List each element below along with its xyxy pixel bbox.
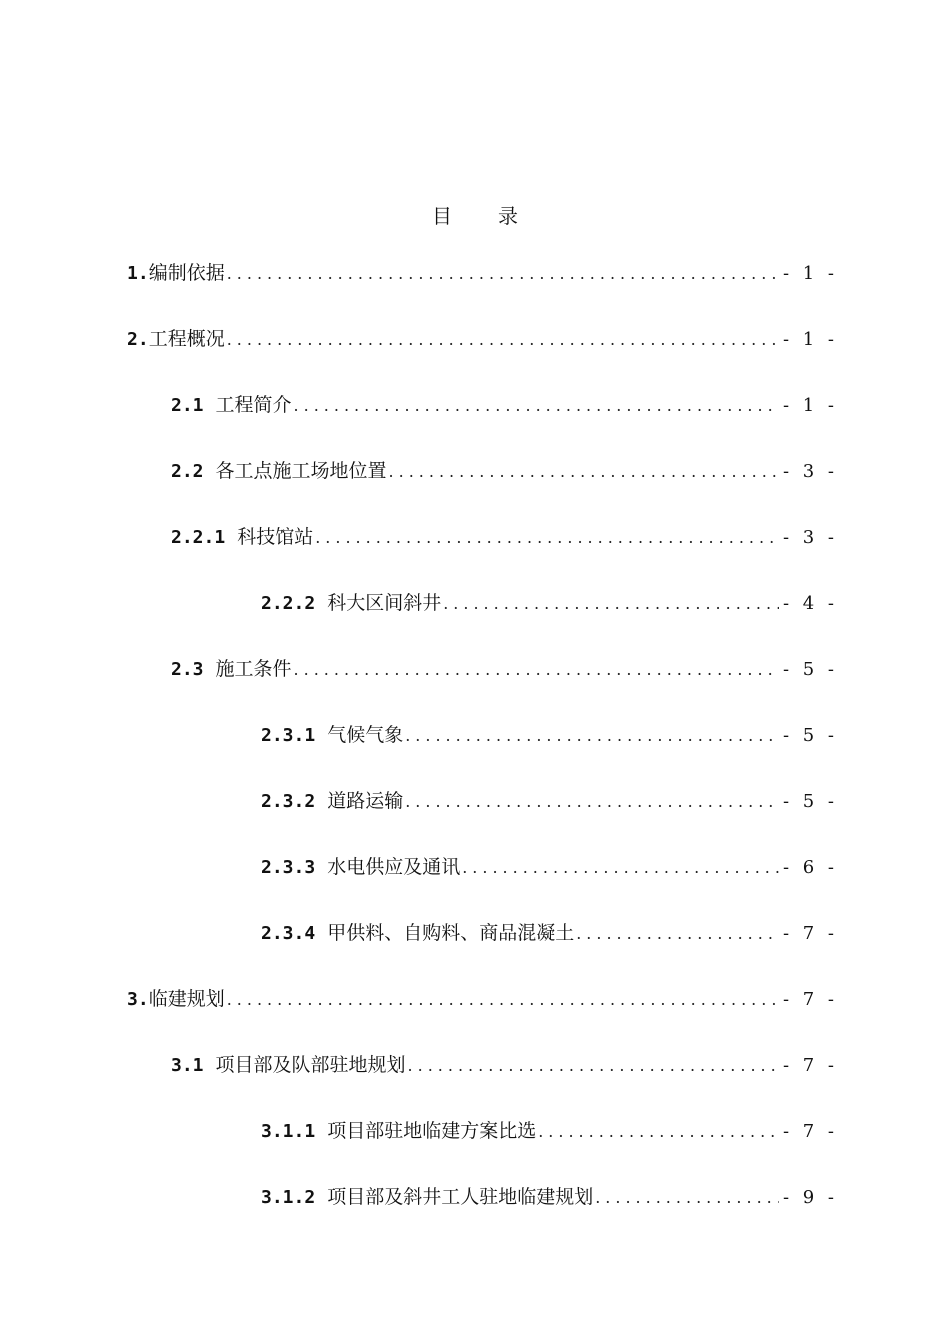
toc-entry-page: - 3 -: [782, 461, 838, 482]
toc-entry-label: 水电供应及通讯: [327, 856, 461, 878]
toc-entry-label: 编制依据: [148, 262, 225, 284]
toc-leader-dots: [315, 523, 779, 553]
toc-leader-dots: [538, 1117, 779, 1147]
toc-leader-dots: [294, 391, 779, 421]
toc-entry[interactable]: [261, 1116, 838, 1146]
toc-entry-page: - 1 -: [782, 329, 838, 350]
toc-leader-dots: [227, 259, 779, 289]
toc-leader-dots: [227, 985, 779, 1015]
toc-title-char-2: 录: [498, 204, 518, 228]
toc-entry[interactable]: [261, 852, 838, 882]
toc-title-char-1: 目: [432, 204, 452, 228]
toc-entry-page: - 3 -: [782, 527, 838, 548]
toc-entry-label: 科大区间斜井: [327, 592, 442, 614]
toc-leader-dots: [595, 1183, 779, 1213]
toc-entry-label: 气候气象: [327, 724, 404, 746]
toc-entry-number: 1.: [127, 263, 149, 284]
toc-leader-dots: [227, 325, 779, 355]
toc-entry[interactable]: [171, 1050, 838, 1080]
toc-leader-dots: [462, 853, 779, 883]
toc-entry-page: - 9 -: [782, 1187, 838, 1208]
toc-entry[interactable]: [171, 456, 838, 486]
toc-entry-number: 2.3.1: [261, 725, 316, 746]
toc-entry-number: 2.2: [171, 461, 204, 482]
toc-entry[interactable]: [261, 786, 838, 816]
toc-entry-number: 2.3.2: [261, 791, 316, 812]
toc-entry-page: - 4 -: [782, 593, 838, 614]
toc-leader-dots: [443, 589, 779, 619]
toc-entry[interactable]: [261, 588, 838, 618]
toc-entry-page: - 7 -: [782, 923, 838, 944]
toc-entry[interactable]: [261, 720, 838, 750]
toc-entry-label: 科技馆站: [237, 526, 314, 548]
toc-entry-label: 工程概况: [148, 328, 225, 350]
toc-entry-number: 2.1: [171, 395, 204, 416]
toc-entry-page: - 7 -: [782, 1055, 838, 1076]
toc-entry[interactable]: [127, 258, 838, 288]
toc-entry[interactable]: [171, 654, 838, 684]
toc-entry[interactable]: [261, 918, 838, 948]
toc-entry-page: - 1 -: [782, 395, 838, 416]
toc-entry-number: 2.3: [171, 659, 204, 680]
toc-entry-page: - 5 -: [782, 791, 838, 812]
toc-entry-number: 3.: [127, 989, 149, 1010]
toc-entry-number: 2.2.1: [171, 527, 226, 548]
toc-entry-label: 项目部驻地临建方案比选: [327, 1120, 537, 1142]
toc-entry-number: 3.1.1: [261, 1121, 316, 1142]
toc-entry-label: 临建规划: [148, 988, 225, 1010]
toc-entry-label: 项目部及队部驻地规划: [215, 1054, 406, 1076]
toc-entry-label: 工程简介: [215, 394, 292, 416]
toc-leader-dots: [408, 1051, 779, 1081]
toc-entry-page: - 7 -: [782, 989, 838, 1010]
toc-entry-number: 3.1.2: [261, 1187, 316, 1208]
toc-entry-page: - 6 -: [782, 857, 838, 878]
toc-leader-dots: [294, 655, 779, 685]
toc-entry-number: 2.3.4: [261, 923, 316, 944]
toc-leader-dots: [405, 721, 779, 751]
toc-entry[interactable]: [171, 522, 838, 552]
toc-entry-number: 2.2.2: [261, 593, 316, 614]
toc-leader-dots: [389, 457, 779, 487]
toc-entry-page: - 1 -: [782, 263, 838, 284]
toc-entry-number: 3.1: [171, 1055, 204, 1076]
toc-entry[interactable]: [127, 324, 838, 354]
toc-entry-page: - 5 -: [782, 725, 838, 746]
toc-leader-dots: [576, 919, 779, 949]
toc-entry[interactable]: [171, 390, 838, 420]
toc-entry-number: 2.3.3: [261, 857, 316, 878]
toc-title: [0, 200, 950, 229]
toc-entry-label: 道路运输: [327, 790, 404, 812]
toc-entry-page: - 7 -: [782, 1121, 838, 1142]
toc-entry-label: 施工条件: [215, 658, 292, 680]
toc-entry-label: 各工点施工场地位置: [215, 460, 387, 482]
toc-entry[interactable]: [127, 984, 838, 1014]
toc-entry[interactable]: [261, 1182, 838, 1212]
toc-leader-dots: [405, 787, 779, 817]
toc-entry-page: - 5 -: [782, 659, 838, 680]
toc-entry-label: 项目部及斜井工人驻地临建规划: [327, 1186, 594, 1208]
toc-entry-label: 甲供料、自购料、商品混凝土: [327, 922, 575, 944]
toc-entry-number: 2.: [127, 329, 149, 350]
